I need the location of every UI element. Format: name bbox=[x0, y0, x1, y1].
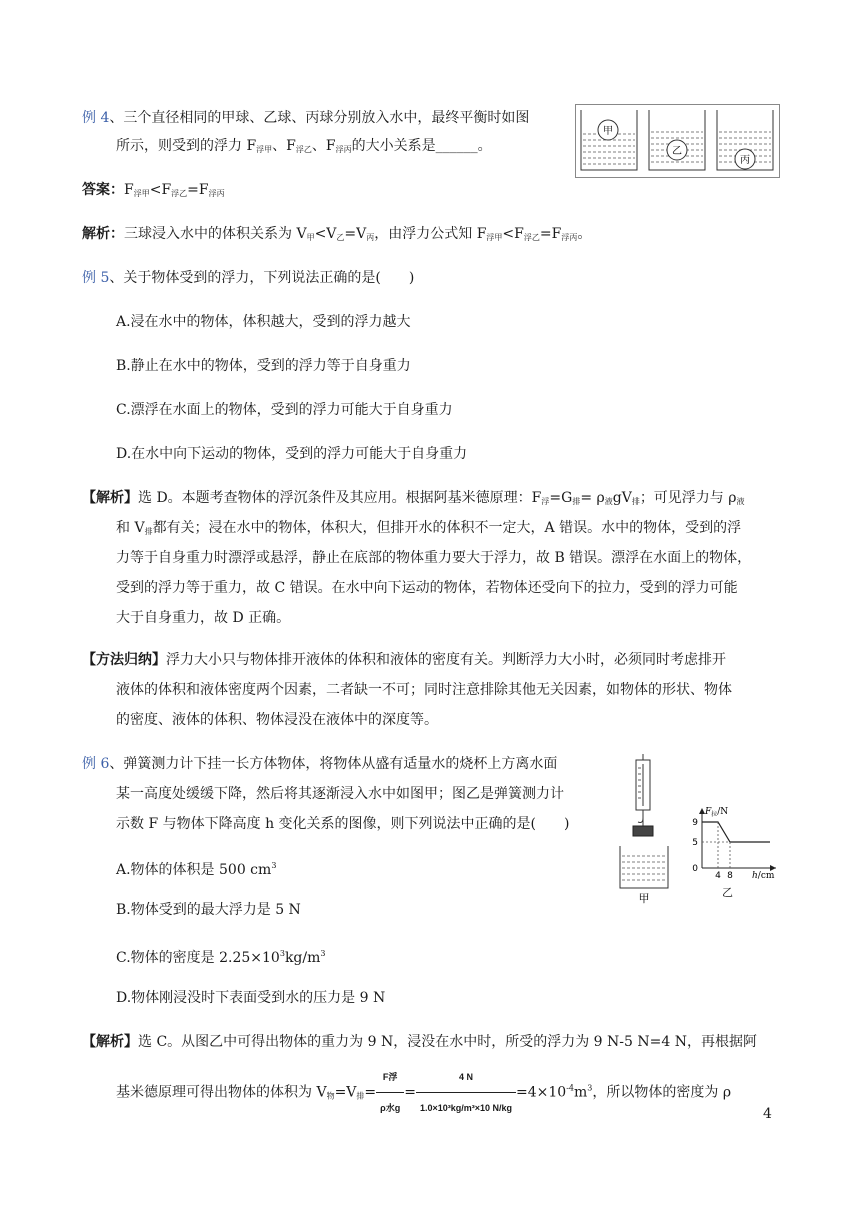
analysis-4: 解析：三球浸入水中的体积关系为 $V_甲<V_乙=V_丙$，由浮力公式知 $F_{浮甲}<F_{浮乙}=F_{浮丙}$。 bbox=[82, 226, 592, 242]
graph-y-label: $F_拉/N$ bbox=[705, 807, 729, 818]
analysis-5-line-5: 大于自身重力，故 D 正确。 bbox=[116, 610, 291, 626]
ball-label-jia: 甲 bbox=[603, 126, 613, 137]
example-4-label: 例 4 bbox=[82, 110, 110, 126]
example-6-option-c: C.物体的密度是 $2.25\times 10^3kg/m^3$ bbox=[116, 949, 326, 966]
ball-label-bing: 丙 bbox=[740, 155, 750, 166]
three-beakers-figure bbox=[575, 104, 780, 178]
analysis-6-line-1: 【解析】选 C。从图乙中可得出物体的重力为 9 N，浸没在水中时，所受的浮力为 9 N-5 N=4 N，再根据阿 bbox=[82, 1034, 757, 1050]
method-line-1: 【方法归纳】浮力大小只与物体排开液体的体积和液体的密度有关。判断浮力大小时，必须同时考虑排开 bbox=[82, 652, 726, 668]
example-5-option-a: A.浸在水中的物体，体积越大，受到的浮力越大 bbox=[116, 314, 411, 330]
method-label: 【方法归纳】 bbox=[82, 652, 166, 668]
example-6-option-b: B.物体受到的最大浮力是 5 N bbox=[116, 902, 301, 918]
example-4-line-1: 例 4、三个直径相同的甲球、乙球、丙球分别放入水中，最终平衡时如图 bbox=[82, 110, 530, 126]
page-number: 4 bbox=[763, 1106, 772, 1122]
analysis-5-line-4: 受到的浮力等于重力，故 C 错误。在水中向下运动的物体，若物体还受向下的拉力，受到的浮力可能 bbox=[116, 580, 738, 596]
analysis-6-label: 【解析】 bbox=[82, 1034, 138, 1050]
fraction-volume-calc: $\frac{4 N}{\text{1.0×10³kg/m³×10 N/kg}}$ bbox=[416, 1062, 516, 1123]
answer-4: 答案：$F_{浮甲}<F_{浮乙}=F_{浮丙}$ bbox=[82, 182, 225, 198]
method-line-3: 的密度、液体的体积、物体浸没在液体中的深度等。 bbox=[116, 712, 438, 728]
analysis-6-line-2: 基米德原理可得出物体的体积为 $V_物=V_排=$ $\frac{\text{F浮}}{\text{ρ水g}}$ = $\frac{4 N}{\text{1.0×10³kg/m³×10 N/kg}}$ $=4\times 10^{-4}m^3$，所以物体的密度为 ρ bbox=[116, 1062, 731, 1123]
fraction-buoyancy-over-density: $\frac{\text{F浮}}{\text{ρ水g}}$ bbox=[376, 1062, 404, 1123]
ball-label-yi: 乙 bbox=[672, 146, 682, 157]
force-height-graph bbox=[690, 800, 785, 882]
analysis-label: 解析： bbox=[82, 226, 124, 242]
spring-scale-figure bbox=[612, 754, 682, 904]
example-4-line-2: 所示，则受到的浮力 $F_{浮甲}$、$F_{浮乙}$、$F_{浮丙}$的大小关系是______。 bbox=[116, 138, 492, 154]
example-5-option-d: D.在水中向下运动的物体，受到的浮力可能大于自身重力 bbox=[116, 446, 468, 462]
analysis-5-line-2: 和 $V_排$都有关；浸在水中的物体，体积大，但排开水的体积不一定大，A 错误。水中的物体，受到的浮 bbox=[116, 520, 742, 536]
example-6-option-a: A.物体的体积是 500 $cm^3$ bbox=[116, 861, 277, 878]
answer-label: 答案： bbox=[82, 182, 124, 198]
example-6-option-d: D.物体刚浸没时下表面受到水的压力是 9 N bbox=[116, 990, 386, 1006]
example-5-option-c: C.漂浮在水面上的物体，受到的浮力可能大于自身重力 bbox=[116, 402, 453, 418]
analysis-5-label: 【解析】 bbox=[82, 490, 138, 506]
example-6-line-1: 例 6、弹簧测力计下挂一长方体物体，将物体从盛有适量水的烧杯上方离水面 bbox=[82, 756, 558, 772]
example-5-question: 例 5、关于物体受到的浮力，下列说法正确的是( ) bbox=[82, 270, 415, 286]
figure-jia-caption: 甲 bbox=[638, 892, 650, 904]
graph-x-tick-4: 4 bbox=[715, 871, 721, 881]
graph-y-tick-0: 0 bbox=[692, 864, 698, 874]
method-line-2: 液体的体积和液体密度两个因素，二者缺一不可；同时注意排除其他无关因素，如物体的形状、物体 bbox=[116, 682, 732, 698]
figure-yi-caption: 乙 bbox=[722, 886, 733, 899]
example-6-line-2: 某一高度处缓缓下降，然后将其逐渐浸入水中如图甲；图乙是弹簧测力计 bbox=[116, 786, 564, 802]
graph-x-label: h/cm bbox=[752, 871, 775, 881]
example-5-option-b: B.静止在水中的物体，受到的浮力等于自身重力 bbox=[116, 358, 411, 374]
example-5-label: 例 5 bbox=[82, 270, 110, 286]
graph-y-tick-5: 5 bbox=[692, 838, 698, 848]
example-6-line-3: 示数 F 与物体下降高度 h 变化关系的图像，则下列说法中正确的是( ) bbox=[116, 816, 570, 832]
analysis-5-line-1: 【解析】选 D。本题考查物体的浮沉条件及其应用。根据阿基米德原理：$F_浮=G_排= \rho_液gV_排$；可见浮力与 $\rho_液$ bbox=[82, 490, 745, 506]
graph-y-tick-9: 9 bbox=[692, 818, 698, 828]
graph-x-tick-8: 8 bbox=[727, 871, 733, 881]
example-6-label: 例 6 bbox=[82, 756, 110, 772]
force-curve bbox=[702, 822, 770, 842]
analysis-5-line-3: 力等于自身重力时漂浮或悬浮，静止在底部的物体重力要大于浮力，故 B 错误。漂浮在水面上的物体， bbox=[116, 550, 752, 566]
